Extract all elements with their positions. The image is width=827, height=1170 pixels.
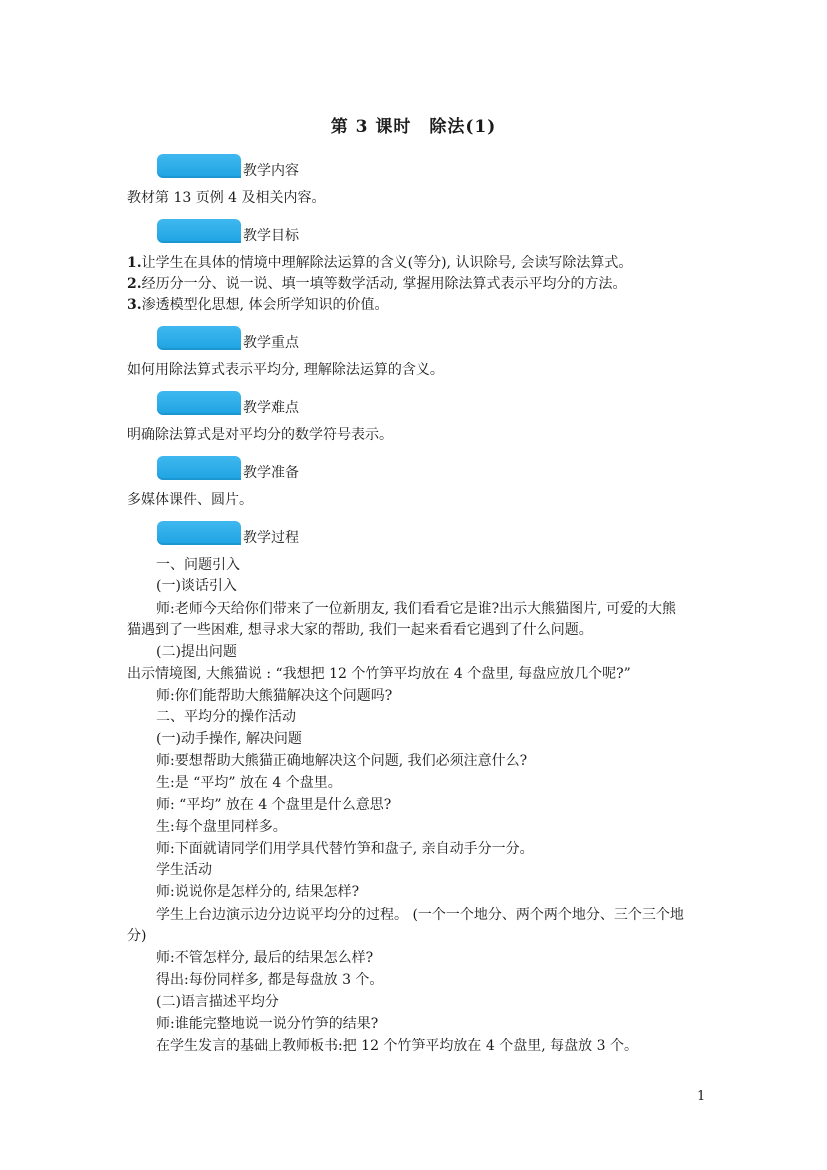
process-line: 师:谁能完整地说一说分竹笋的结果? bbox=[156, 1016, 379, 1032]
goal-item: 3.渗透模型化思想, 体会所学知识的价值。 bbox=[127, 297, 389, 313]
section-badge bbox=[157, 456, 241, 480]
difficulty-text: 明确除法算式是对平均分的数学符号表示。 bbox=[127, 427, 393, 443]
process-line: 二、平均分的操作活动 bbox=[156, 709, 296, 725]
page-title: 第 3 课时 除法(1) bbox=[330, 117, 497, 137]
prep-text: 多媒体课件、圆片。 bbox=[127, 492, 253, 508]
process-line: 得出:每份同样多, 都是每盘放 3 个。 bbox=[156, 972, 384, 988]
process-line: 师:老师今天给你们带来了一位新朋友, 我们看看它是谁?出示大熊猫图片, 可爱的大熊 bbox=[156, 601, 677, 617]
section-header-process bbox=[157, 519, 299, 545]
content-text: 教材第 13 页例 4 及相关内容。 bbox=[127, 190, 326, 206]
process-line: (二)语言描述平均分 bbox=[156, 994, 279, 1010]
section-badge bbox=[157, 326, 241, 350]
process-line: 猫遇到了一些困难, 想寻求大家的帮助, 我们一起来看看它遇到了什么问题。 bbox=[127, 622, 593, 638]
process-line: 师: “平均” 放在 4 个盘里是什么意思? bbox=[156, 797, 392, 813]
section-header-prep bbox=[157, 454, 299, 480]
process-line: 师:说说你是怎样分的, 结果怎样? bbox=[156, 884, 360, 900]
section-badge bbox=[157, 154, 241, 178]
process-line: 学生活动 bbox=[156, 862, 212, 878]
process-line: 出示情境图, 大熊猫说 : “我想把 12 个竹笋平均放在 4 个盘里, 每盘应放几个呢?” bbox=[127, 666, 631, 682]
process-line: 一、问题引入 bbox=[156, 557, 240, 573]
goal-item: 2.经历分一分、说一说、填一填等数学活动, 掌握用除法算式表示平均分的方法。 bbox=[127, 276, 627, 292]
page-number: 1 bbox=[697, 1089, 706, 1104]
section-header-content bbox=[157, 152, 299, 178]
section-badge bbox=[157, 521, 241, 545]
section-label: 教学难点 bbox=[243, 400, 299, 416]
section-label: 教学过程 bbox=[243, 530, 299, 546]
section-header-difficulty bbox=[157, 389, 299, 415]
section-header-goals bbox=[157, 217, 299, 243]
section-header-key bbox=[157, 324, 299, 350]
section-label: 教学内容 bbox=[243, 163, 299, 179]
process-line: 师:你们能帮助大熊猫解决这个问题吗? bbox=[156, 688, 393, 704]
process-line: 师:要想帮助大熊猫正确地解决这个问题, 我们必须注意什么? bbox=[156, 753, 528, 769]
key-text: 如何用除法算式表示平均分, 理解除法运算的含义。 bbox=[127, 362, 444, 378]
process-line: 分) bbox=[127, 928, 147, 944]
process-line: 在学生发言的基础上教师板书:把 12 个竹笋平均放在 4 个盘里, 每盘放 3 个。 bbox=[156, 1038, 638, 1054]
process-line: (一)动手操作, 解决问题 bbox=[156, 731, 302, 747]
process-line: 师:下面就请同学们用学具代替竹笋和盘子, 亲自动手分一分。 bbox=[156, 841, 534, 857]
section-badge bbox=[157, 391, 241, 415]
process-line: 学生上台边演示边分边说平均分的过程。 (一个一个地分、两个两个地分、三个三个地 bbox=[156, 907, 684, 923]
process-line: (一)谈话引入 bbox=[156, 578, 237, 594]
goal-item: 1.让学生在具体的情境中理解除法运算的含义(等分), 认识除号, 会读写除法算式。 bbox=[127, 255, 633, 271]
section-label: 教学准备 bbox=[243, 465, 299, 481]
process-line: 师:不管怎样分, 最后的结果怎么样? bbox=[156, 950, 374, 966]
section-badge bbox=[157, 219, 241, 243]
process-line: 生:是 “平均” 放在 4 个盘里。 bbox=[156, 775, 342, 791]
process-line: 生:每个盘里同样多。 bbox=[156, 819, 287, 835]
section-label: 教学重点 bbox=[243, 335, 299, 351]
section-label: 教学目标 bbox=[243, 228, 299, 244]
process-line: (二)提出问题 bbox=[156, 644, 237, 660]
